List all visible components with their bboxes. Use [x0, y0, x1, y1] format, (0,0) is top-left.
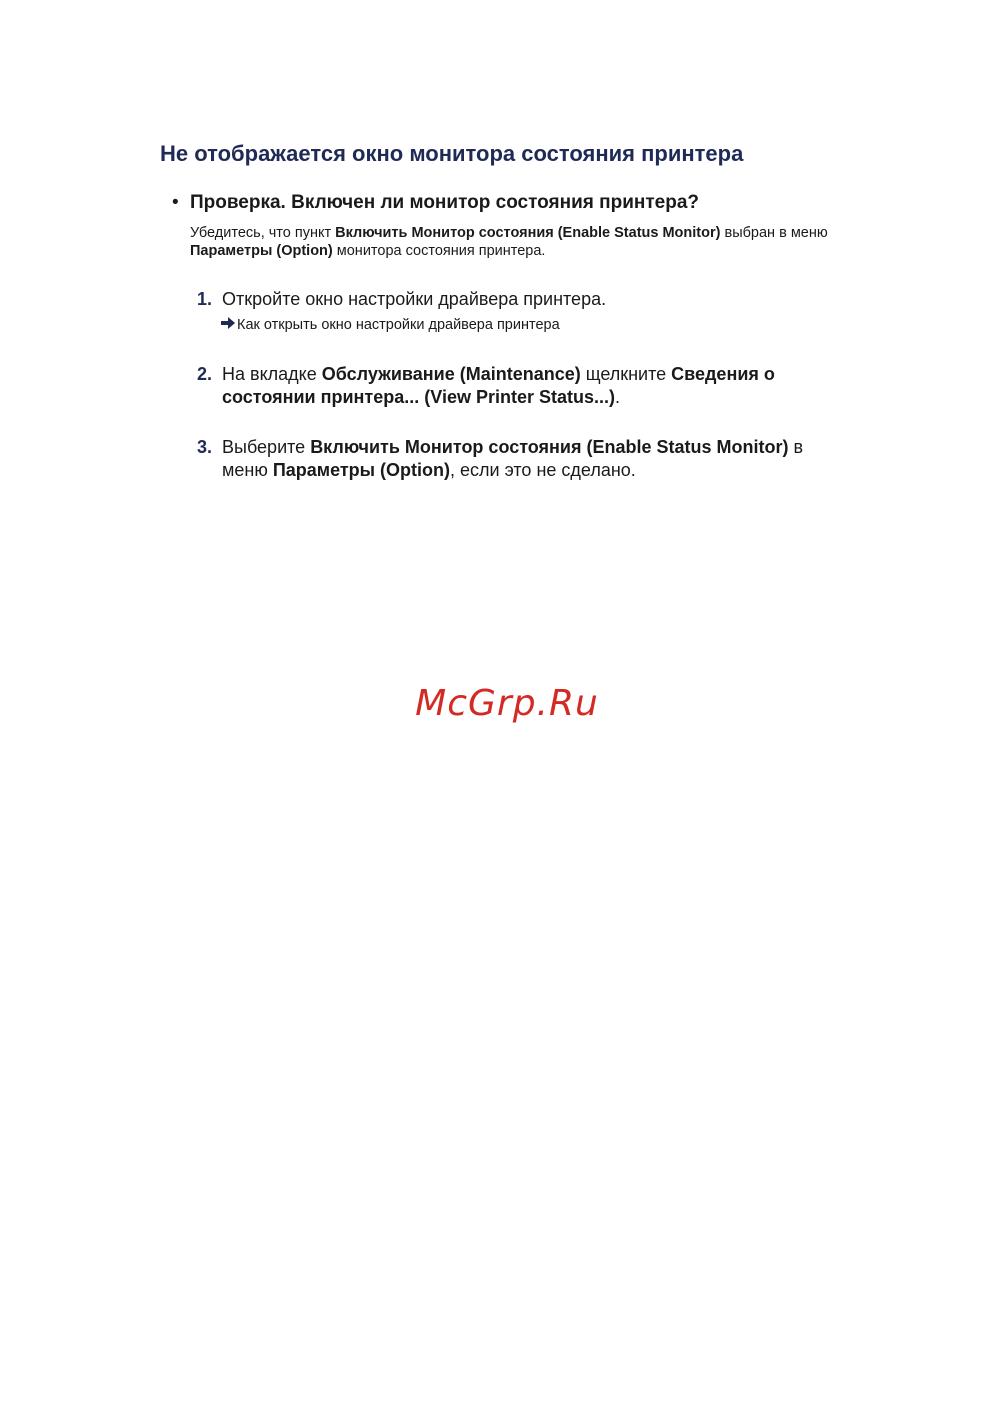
step-text — [222, 363, 832, 409]
option-enable-status-monitor: Включить Монитор состояния (Enable Status Monitor) — [310, 437, 789, 457]
check-heading — [172, 192, 699, 214]
check-description — [190, 224, 830, 260]
step-text-part: в меню — [222, 437, 804, 480]
step-number: 2. — [197, 364, 213, 384]
driver-setup-link[interactable] — [221, 317, 560, 333]
page-title: Не отображается окно монитора состояния принтера — [160, 141, 744, 166]
step-text — [222, 436, 832, 482]
view-printer-status: Сведения о состоянии принтера... (View Printer Status...) — [222, 364, 775, 407]
check-title: Проверка. Включен ли монитор состояния принтера? — [190, 192, 700, 213]
step-text-part: На вкладке — [222, 364, 322, 384]
step-text-part: . — [614, 387, 620, 407]
option-enable-status-monitor: Включить Монитор состояния (Enable Status Monitor) — [335, 225, 721, 241]
menu-option: Параметры (Option) — [272, 460, 451, 480]
check-text: выбран в меню — [720, 225, 828, 241]
step-text-part: щелкните — [580, 364, 672, 384]
arrow-right-icon — [221, 317, 237, 333]
check-text: Убедитесь, что пункт — [190, 225, 336, 241]
step-number: 1. — [197, 289, 213, 309]
step-text-part: Выберите — [222, 437, 311, 457]
check-text: монитора состояния принтера. — [332, 243, 546, 259]
driver-setup-link-label[interactable]: Как открыть окно настройки драйвера принтера — [237, 317, 560, 333]
watermark: McGrp.Ru — [415, 683, 599, 724]
step-number: 3. — [197, 437, 213, 457]
step-text-part: , если это не сделано. — [450, 460, 636, 480]
step-text: Откройте окно настройки драйвера принтера. — [222, 289, 607, 309]
menu-option: Параметры (Option) — [190, 243, 333, 259]
bullet: • — [172, 192, 179, 213]
tab-maintenance: Обслуживание (Maintenance) — [321, 364, 581, 384]
